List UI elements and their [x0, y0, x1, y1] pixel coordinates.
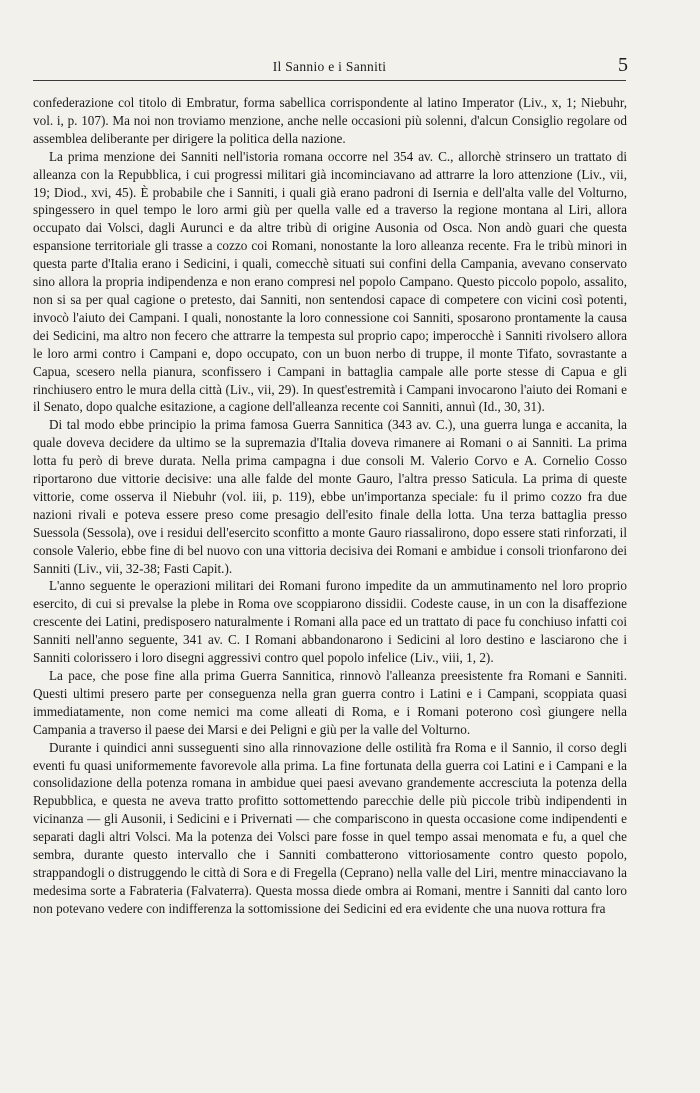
- paragraph: L'anno seguente le operazioni militari dei Romani furono impedite da un ammutinamento nel loro proprio esercito, di cui si prevalse la plebe in Roma ove scoppiarono dissidii. Codeste cause, in un con la disaffezione crescente dei Latini, predisposero naturalmente i Romani alla pace ed un trattato di pace fu conchiuso infatti coi Sanniti nell'anno seguente, 341 av. C. I Romani abbandonarono i Sedicini al loro destino e lasciarono che i Sanniti colorissero i loro disegni aggressivi contro quel popolo infelice (Liv., viii, 1, 2).: [33, 578, 627, 666]
- paragraph: La prima menzione dei Sanniti nell'istoria romana occorre nel 354 av. C., allorchè strinsero un trattato di alleanza con la Repubblica, i cui progressi militari già incominciavano ad attrarre la loro attenzione (Liv., vii, 19; Diod., xvi, 45). È probabile che i Sanniti, i quali già erano padroni di Isernia e dell'alta valle del Volturno, spingessero in quel tempo le loro armi giù per quella valle ed a traverso la regione montana al Liri, allora occupato dai Volsci, dagli Aurunci e da altre tribù di origine Ausonia od Osca. Non andò guari che questa espansione territoriale gli trasse a cozzo coi Romani, nonostante la loro alleanza recente. Fra le tribù minori in questa parte d'Italia erano i Sedicini, i quali, comecchè situati sui confini della Campania, avevano conservato sino allora la propria indipendenza e non erano compresi nel popolo Campano. Questo piccolo popolo, assalito, non si sa per qual cagione o pretesto, dai Sanniti, non sentendosi capace di competere con vicini così potenti, invocò l'aiuto dei Campani. I quali, nonostante la loro connessione coi Sanniti, sposarono prontamente la causa dei Sedicini, ma altro non fecero che attrarre la tempesta sul proprio capo; imperocchè i Sanniti rivolsero allora le loro armi contro i Campani e, dopo occupato, con un buon nerbo di truppe, il monte Tifato, sovrastante a Capua, scesero nella pianura, sconfissero i Campani in battaglia campale alle porte stesse di Capua e gli rinchiusero entro le mura della città (Liv., vii, 29). In quest'estremità i Campani invocarono l'aiuto dei Romani e il Senato, dopo qualche esitazione, a cagione dell'alleanza recente coi Sanniti, annuì (Id., 30, 31).: [33, 148, 627, 415]
- running-head: Il Sannio e i Sanniti: [272, 59, 387, 74]
- paragraph: confederazione col titolo di Embratur, forma sabellica corrispondente al latino Imperator (Liv., x, 1; Niebuhr, vol. i, p. 107). Ma noi non troviamo menzione, anche nelle occasioni più solenni, d'alcun Consiglio regolare od assemblea deliberante per dirigere la politica della nazione.: [33, 95, 627, 146]
- paragraph: Durante i quindici anni susseguenti sino alla rinnovazione delle ostilità fra Roma e il Sannio, il corso degli eventi fu quasi uniformemente favorevole alla prima. La fine fortunata della guerra coi Latini e i Campani e la consolidazione della potenza romana in ambidue quei paesi avevano grandemente accresciuta la potenza della Repubblica, e questa ne aveva tratto profitto sottomettendo parecchie delle più piccole tribù indipendenti in vicinanza — gli Ausonii, i Sedicini e i Privernati — che compariscono in questa occasione come indipendenti e separati dagli altri Volsci. Ma la potenza dei Volsci pare fosse in quel tempo assai menomata e fu, a quel che sembra, durante questo intervallo che i Sanniti combatterono vittoriosamente contro questo popolo, strappandogli o distruggendo le città di Sora e di Fregella (Ceprano) nella valle del Liri, mentre minacciavano la medesima sorte a Fabrateria (Falvaterra). Questa mossa diede ombra ai Romani, mentre i Sanniti dal canto loro non potevano vedere con indifferenza la sottomissione dei Sedicini ed era evidente che una nuova rottura fra: [33, 739, 627, 916]
- page-number: 5: [618, 54, 628, 76]
- paragraph: Di tal modo ebbe principio la prima famosa Guerra Sannitica (343 av. C.), una guerra lunga e accanita, la quale doveva decidere da ultimo se la supremazia d'Italia doveva rimanere ai Romani o ai Sanniti. La prima lotta fu però di breve durata. Nella prima campagna i due consoli M. Valerio Corvo e A. Cornelio Cosso riportarono due vittorie decisive: una alle falde del monte Gauro, l'altra presso Saticula. La prima di queste vittorie, come osserva il Niebuhr (vol. iii, p. 119), ebbe un'importanza speciale: fu il primo cozzo fra due nazioni rivali e poteva essere preso come presagio dell'esito finale della lotta. Una terza battaglia presso Suessola (Sessola), ove i residui dell'esercito sconfitto a monte Gauro riassalirono, dopo essere stati rinforzati, il console Valerio, ebbe fine di bel nuovo con una vittoria decisiva dei Romani e ambidue i consoli trionfarono dei Sanniti (Liv., vii, 32-38; Fasti Capit.).: [33, 417, 627, 576]
- page-header: [33, 54, 626, 81]
- paragraph: La pace, che pose fine alla prima Guerra Sannitica, rinnovò l'alleanza preesistente fra Romani e Sanniti. Questi ultimi presero parte per conseguenza nella gran guerra contro i Latini e i Campani, scoppiata quasi immediatamente, non come nemici ma come alleati di Roma, e i Romani poterono così giungere nella Campania a traverso il paese dei Marsi e dei Peligni e giù per la valle del Volturno.: [33, 668, 627, 737]
- body-text: [33, 94, 627, 918]
